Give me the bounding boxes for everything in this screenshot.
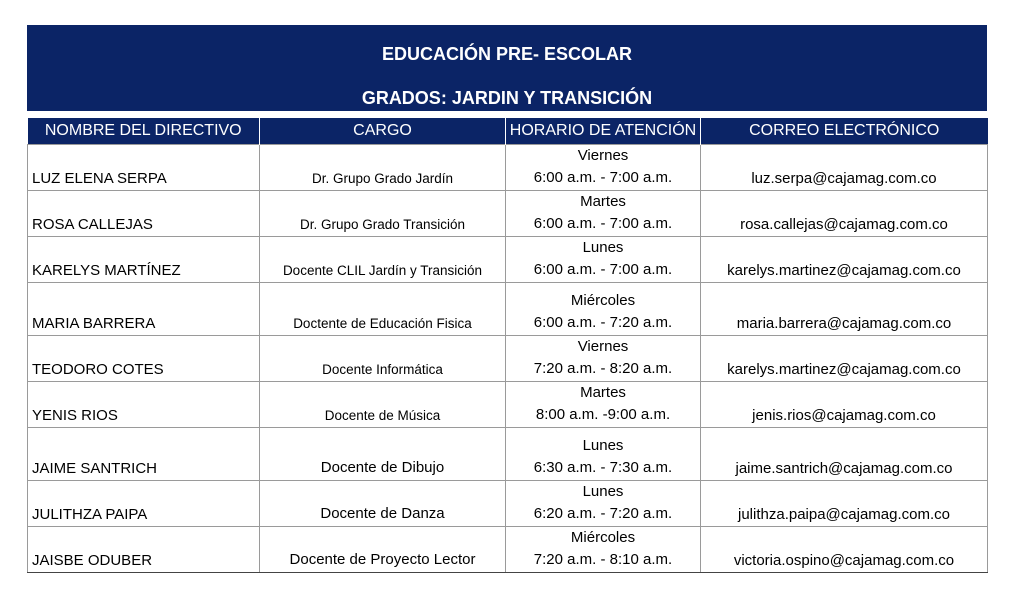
cell-horario — [506, 336, 701, 382]
cell-name: JAIME SANTRICH — [28, 428, 260, 481]
cell-cargo: Docente de Proyecto Lector — [260, 527, 506, 573]
cell-dia: Lunes — [582, 239, 624, 256]
cell-dia: Lunes — [582, 483, 624, 500]
table-row — [28, 283, 988, 336]
cell-name: KARELYS MARTÍNEZ — [28, 237, 260, 283]
cell-correo: karelys.martinez@cajamag.com.co — [701, 336, 988, 382]
staff-table — [27, 118, 988, 573]
cell-name: YENIS RIOS — [28, 382, 260, 428]
cell-cargo: Dr. Grupo Grado Transición — [260, 191, 506, 237]
cell-hora: 6:30 a.m. - 7:30 a.m. — [533, 459, 673, 476]
cell-cargo: Doctente de Educación Fisica — [260, 283, 506, 336]
cell-horario — [506, 283, 701, 336]
cell-horario — [506, 382, 701, 428]
title-band — [27, 25, 987, 111]
cell-hora: 6:00 a.m. - 7:00 a.m. — [533, 169, 673, 186]
cell-correo: maria.barrera@cajamag.com.co — [701, 283, 988, 336]
cell-cargo: Docente Informática — [260, 336, 506, 382]
table-row — [28, 527, 988, 573]
cell-name: LUZ ELENA SERPA — [28, 145, 260, 191]
table-row — [28, 481, 988, 527]
cell-horario — [506, 428, 701, 481]
column-header-horario: HORARIO DE ATENCIÓN — [506, 118, 701, 145]
cell-dia: Viernes — [577, 147, 629, 164]
cell-cargo: Docente de Danza — [260, 481, 506, 527]
cell-dia: Miércoles — [570, 292, 636, 309]
cell-cargo: Docente de Música — [260, 382, 506, 428]
column-header-name: NOMBRE DEL DIRECTIVO — [28, 118, 260, 145]
cell-correo: julithza.paipa@cajamag.com.co — [701, 481, 988, 527]
column-header-correo: CORREO ELECTRÓNICO — [701, 118, 988, 145]
cell-hora: 7:20 a.m. - 8:10 a.m. — [533, 551, 673, 568]
cell-cargo: Docente CLIL Jardín y Transición — [260, 237, 506, 283]
cell-hora: 7:20 a.m. - 8:20 a.m. — [533, 360, 673, 377]
cell-name: JAISBE ODUBER — [28, 527, 260, 573]
cell-correo: victoria.ospino@cajamag.com.co — [701, 527, 988, 573]
cell-horario — [506, 237, 701, 283]
cell-horario — [506, 145, 701, 191]
cell-correo: luz.serpa@cajamag.com.co — [701, 145, 988, 191]
cell-dia: Martes — [580, 384, 626, 401]
cell-cargo: Dr. Grupo Grado Jardín — [260, 145, 506, 191]
cell-correo: karelys.martinez@cajamag.com.co — [701, 237, 988, 283]
table-row — [28, 237, 988, 283]
cell-cargo: Docente de Dibujo — [260, 428, 506, 481]
column-header-cargo: CARGO — [260, 118, 506, 145]
cell-horario — [506, 191, 701, 237]
cell-hora: 8:00 a.m. -9:00 a.m. — [535, 406, 671, 423]
table-header-row — [28, 118, 988, 145]
cell-hora: 6:00 a.m. - 7:00 a.m. — [533, 261, 673, 278]
cell-hora: 6:00 a.m. - 7:20 a.m. — [533, 314, 673, 331]
table-row — [28, 428, 988, 481]
cell-correo: jenis.rios@cajamag.com.co — [701, 382, 988, 428]
table-row — [28, 145, 988, 191]
table-row — [28, 336, 988, 382]
header-gap — [27, 111, 987, 118]
cell-correo: jaime.santrich@cajamag.com.co — [701, 428, 988, 481]
cell-name: ROSA CALLEJAS — [28, 191, 260, 237]
table-row — [28, 191, 988, 237]
cell-name: JULITHZA PAIPA — [28, 481, 260, 527]
cell-name: TEODORO COTES — [28, 336, 260, 382]
schedule-sheet — [27, 25, 987, 573]
cell-horario — [506, 527, 701, 573]
cell-dia: Miércoles — [570, 529, 636, 546]
cell-hora: 6:00 a.m. - 7:00 a.m. — [533, 215, 673, 232]
cell-horario — [506, 481, 701, 527]
cell-hora: 6:20 a.m. - 7:20 a.m. — [533, 505, 673, 522]
table-row — [28, 382, 988, 428]
cell-dia: Viernes — [577, 338, 629, 355]
page-title: EDUCACIÓN PRE- ESCOLAR — [381, 44, 632, 64]
page-subtitle: GRADOS: JARDIN Y TRANSICIÓN — [361, 88, 653, 108]
cell-dia: Lunes — [582, 437, 624, 454]
cell-correo: rosa.callejas@cajamag.com.co — [701, 191, 988, 237]
cell-name: MARIA BARRERA — [28, 283, 260, 336]
cell-dia: Martes — [580, 193, 626, 210]
